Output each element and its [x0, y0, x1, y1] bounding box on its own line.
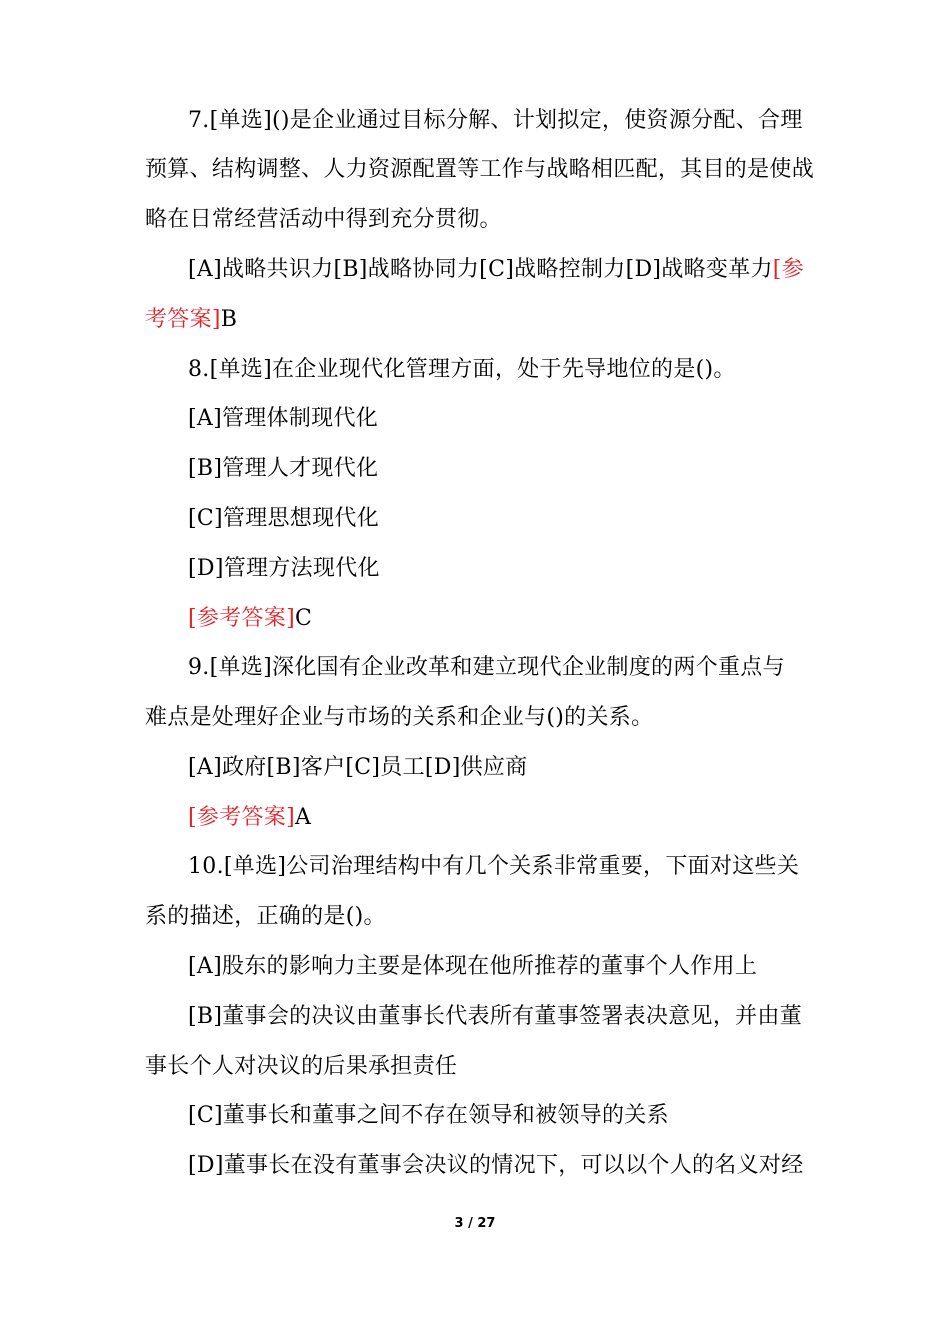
q7-options-line	[188, 255, 804, 285]
q10-option-b-line1: [B]董事会的决议由董事长代表所有董事签署表决意见，并由董	[188, 1004, 803, 1029]
q9-options-line: [A]政府[B]客户[C]员工[D]供应商	[188, 755, 528, 780]
q9-answer-line	[188, 803, 311, 833]
q8-answer-label: [参考答案]	[188, 606, 295, 631]
q8-option-a: [A]管理体制现代化	[188, 406, 379, 431]
q10-option-d-line1: [D]董事长在没有董事会决议的情况下，可以以个人的名义对经	[188, 1153, 804, 1178]
q7-answer-value: B	[220, 307, 238, 332]
q7-stem-line2: 预算、结构调整、人力资源配置等工作与战略相匹配，其目的是使战	[145, 157, 815, 182]
q7-answer-label-part1: [参	[772, 257, 804, 282]
q8-option-d: [D]管理方法现代化	[188, 556, 380, 581]
q9-answer-label: [参考答案]	[188, 805, 295, 830]
q8-stem-line1: 8.[单选]在企业现代化管理方面，处于先导地位的是()。	[188, 357, 736, 382]
q7-answer-label-part2: 考答案]	[145, 307, 221, 332]
q7-answer-line	[145, 305, 237, 335]
q7-options: [A]战略共识力[B]战略协同力[C]战略控制力[D]战略变革力	[188, 257, 773, 282]
q8-option-c: [C]管理思想现代化	[188, 506, 379, 531]
q10-option-c: [C]董事长和董事之间不存在领导和被领导的关系	[188, 1103, 669, 1128]
page-number: 3 / 27	[454, 1216, 496, 1231]
q9-stem-line2: 难点是处理好企业与市场的关系和企业与()的关系。	[145, 705, 654, 730]
q7-stem-line1: 7.[单选]()是企业通过目标分解、计划拟定，使资源分配、合理	[188, 108, 803, 133]
q9-answer-value: A	[294, 805, 312, 830]
q8-answer-line	[188, 604, 312, 634]
q10-stem-line1: 10.[单选]公司治理结构中有几个关系非常重要，下面对这些关	[188, 854, 800, 879]
q7-stem-line3: 略在日常经营活动中得到充分贯彻。	[145, 207, 502, 232]
q10-option-a: [A]股东的影响力主要是体现在他所推荐的董事个人作用上	[188, 954, 758, 979]
q8-option-b: [B]管理人才现代化	[188, 456, 379, 481]
q10-stem-line2: 系的描述，正确的是()。	[145, 904, 386, 929]
q9-stem-line1: 9.[单选]深化国有企业改革和建立现代企业制度的两个重点与	[188, 655, 785, 680]
q8-answer-value: C	[294, 606, 313, 631]
q10-option-b-line2: 事长个人对决议的后果承担责任	[145, 1054, 458, 1079]
